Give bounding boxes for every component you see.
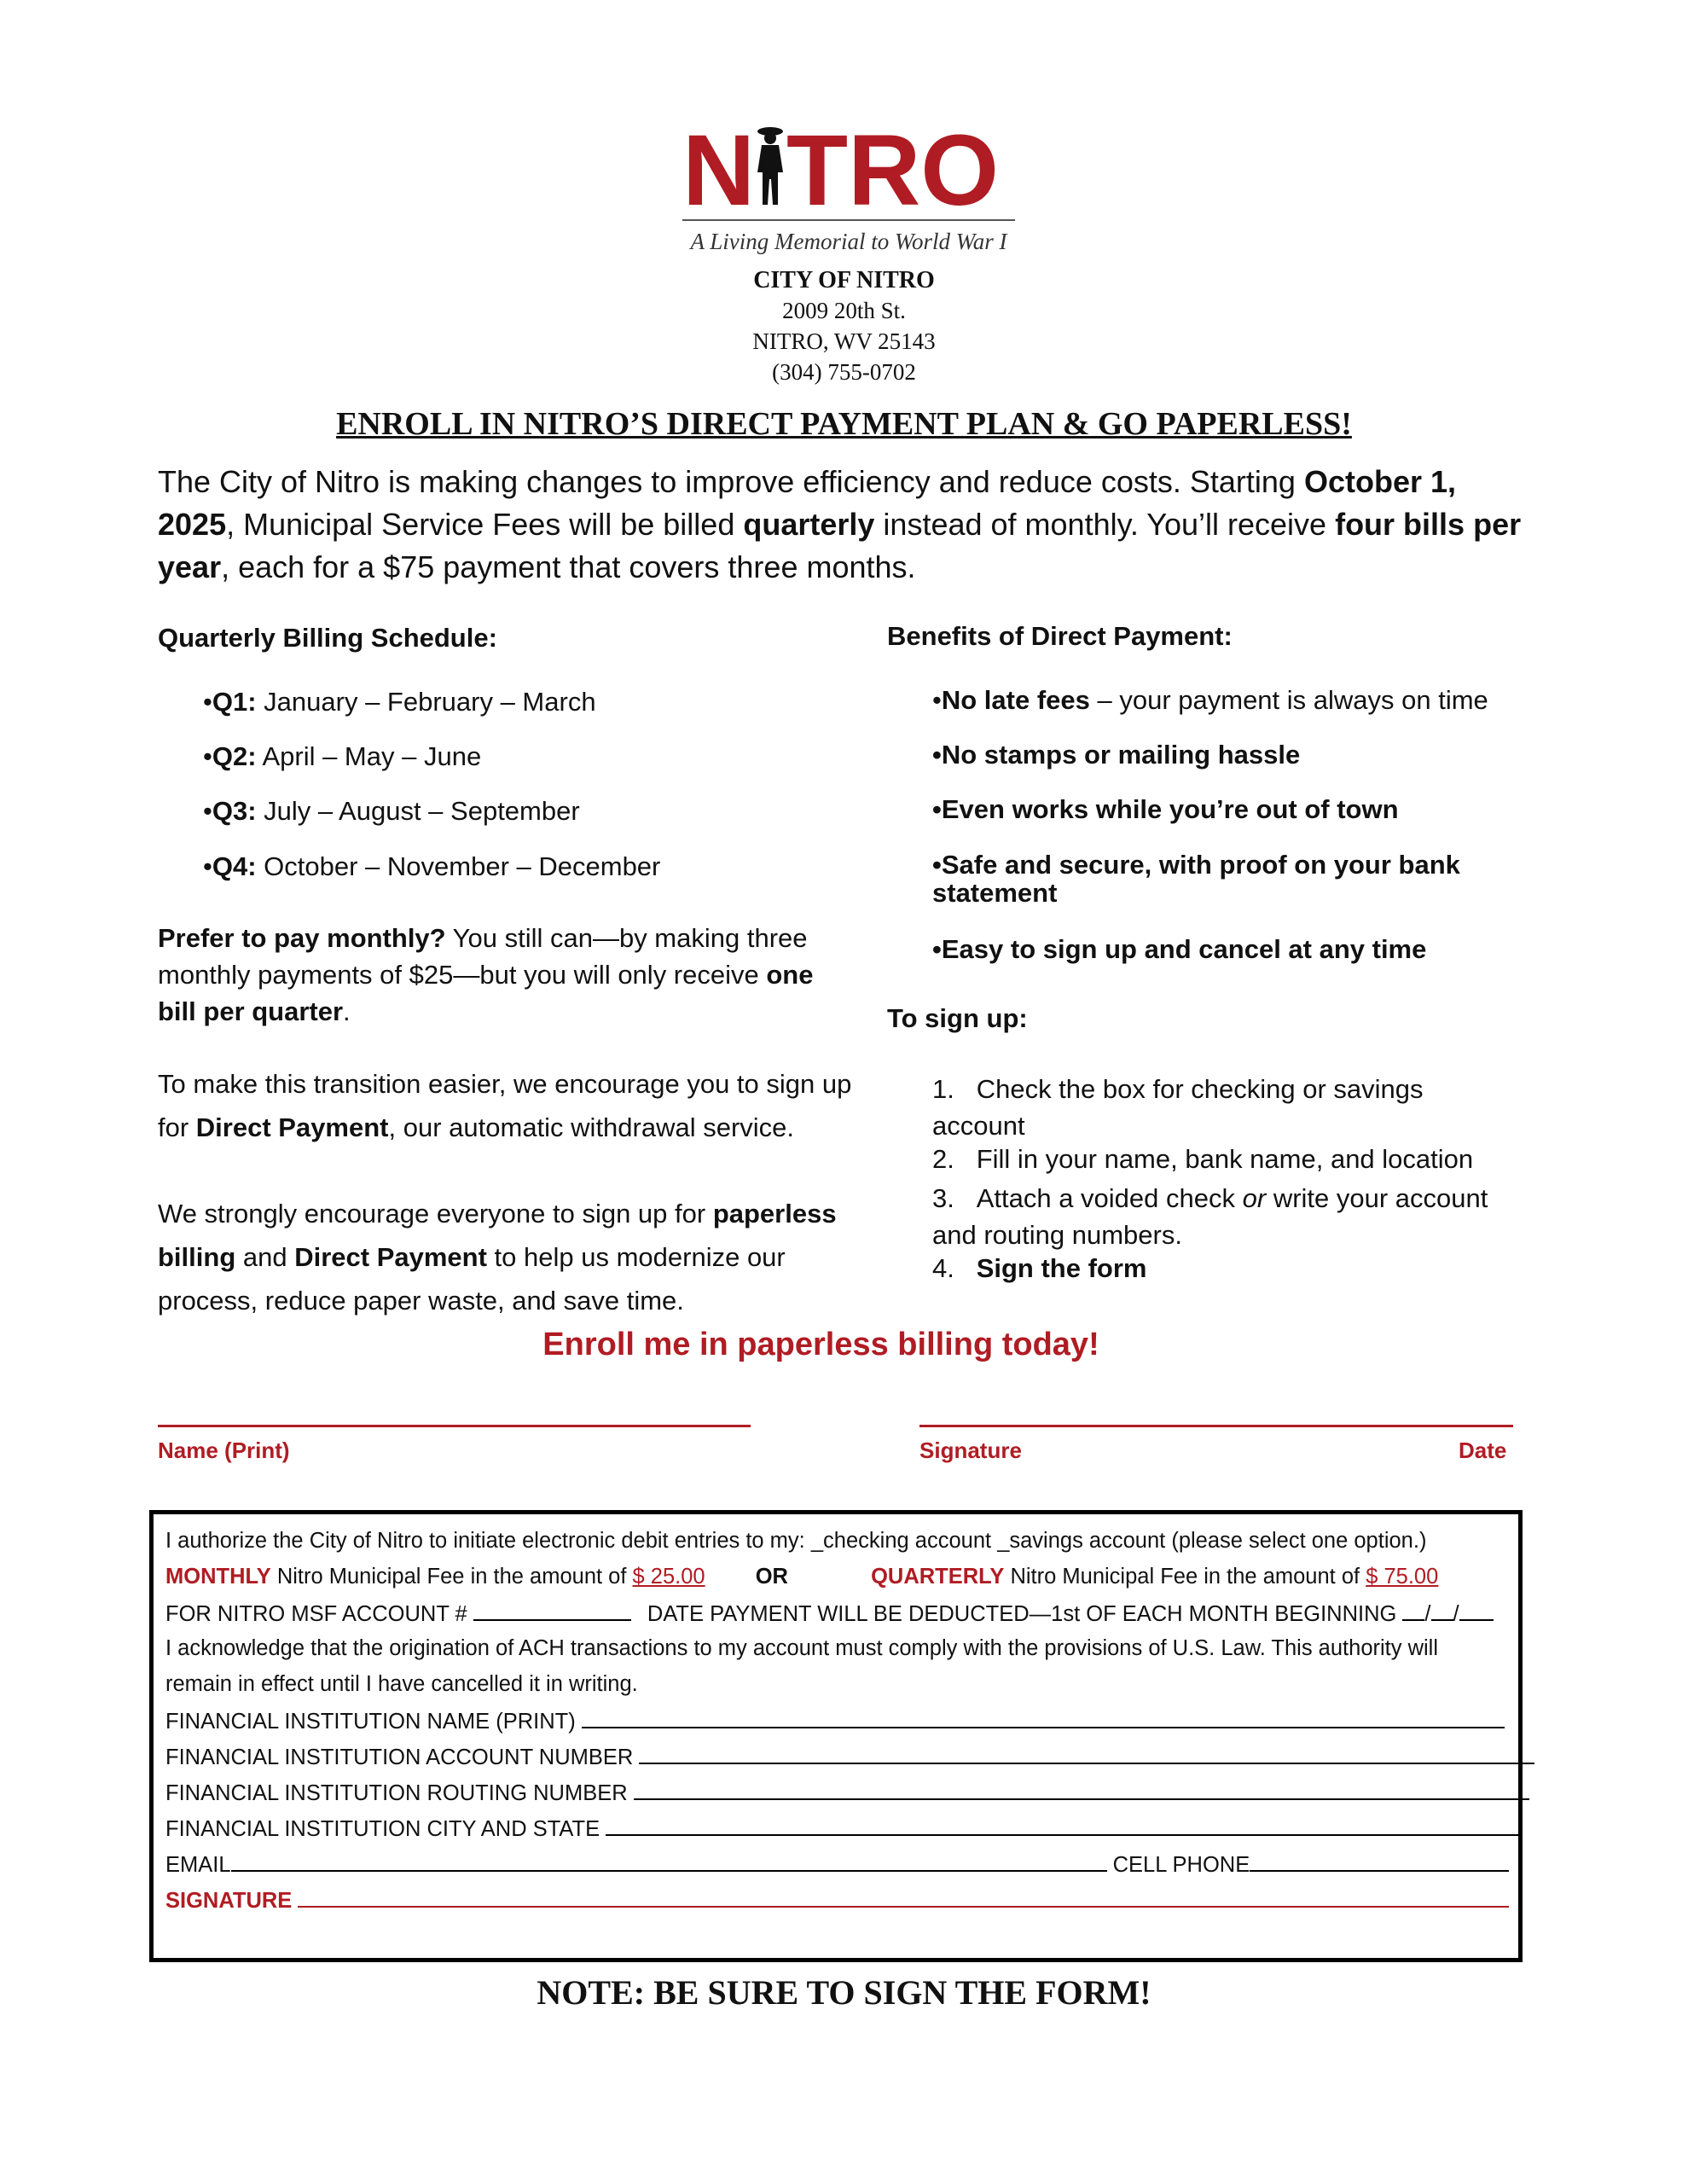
schedule-item: • Q2: April – May – June xyxy=(203,741,481,772)
schedule-heading: Quarterly Billing Schedule: xyxy=(158,623,497,653)
savings-option[interactable]: _savings account xyxy=(997,1529,1166,1553)
signup-step: 4. Sign the form xyxy=(932,1253,1147,1283)
account-type-row: I authorize the City of Nitro to initiate electronic debit entries to my: _checking account _savings account (please select one option.) xyxy=(165,1529,1427,1553)
deduct-month-field[interactable] xyxy=(1402,1600,1424,1621)
signup-step: 2. Fill in your name, bank name, and location xyxy=(932,1144,1474,1174)
institution-name-row: FINANCIAL INSTITUTION NAME (PRINT) xyxy=(165,1708,1505,1734)
date-label: Date xyxy=(1459,1438,1507,1463)
signup-step: 1. Check the box for checking or savings account xyxy=(932,1074,1424,1141)
benefits-heading: Benefits of Direct Payment: xyxy=(887,621,1233,651)
benefit-item: • Safe and secure, with proof on your bank statement xyxy=(932,851,1487,907)
logo-rule xyxy=(682,219,1015,221)
logo-letters-tro: TRO xyxy=(786,119,1000,213)
name-print-line[interactable] xyxy=(158,1425,751,1427)
authorization-form xyxy=(149,1510,1523,1962)
schedule-item: • Q1: January – February – March xyxy=(203,687,596,717)
enroll-cta: Enroll me in paperless billing today! xyxy=(542,1327,1099,1362)
quarterly-amount[interactable]: $ 75.00 xyxy=(1366,1565,1439,1589)
msf-account-field[interactable] xyxy=(473,1600,631,1621)
encourage-paragraph: We strongly encourage everyone to sign up for paperless billing and Direct Payment to help us modernize our process, reduce paper waste, and save time. xyxy=(158,1199,837,1316)
monthly-amount[interactable]: $ 25.00 xyxy=(632,1565,705,1589)
cell-phone-field[interactable] xyxy=(1250,1851,1509,1872)
name-print-label: Name (Print) xyxy=(158,1438,290,1463)
address-phone: (304) 755-0702 xyxy=(772,359,916,385)
signature-label: Signature xyxy=(919,1438,1022,1463)
schedule-item: • Q4: October – November – December xyxy=(203,851,660,882)
fee-row: MONTHLY Nitro Municipal Fee in the amount of $ 25.00 OR QUARTERLY Nitro Municipal Fee in the amount of $ 75.00 xyxy=(165,1565,1439,1589)
benefit-item: • No stamps or mailing hassle xyxy=(932,740,1529,770)
sign-form-note: NOTE: BE SURE TO SIGN THE FORM! xyxy=(537,1973,1151,2012)
deduct-day-field[interactable] xyxy=(1431,1600,1453,1621)
address-street: 2009 20th St. xyxy=(782,298,906,323)
signature-field[interactable] xyxy=(298,1887,1509,1908)
checking-option[interactable]: _checking account xyxy=(810,1529,992,1553)
contact-row: EMAIL CELL PHONE xyxy=(165,1851,1509,1878)
benefit-item: • No late fees – your payment is always on time xyxy=(932,685,1529,716)
transition-paragraph: To make this transition easier, we encourage you to sign up for Direct Payment, our automatic withdrawal service. xyxy=(158,1069,852,1142)
signup-step: 3. Attach a voided check or write your account and routing numbers. xyxy=(932,1183,1488,1250)
intro-paragraph: The City of Nitro is making changes to improve efficiency and reduce costs. Starting October 1, 2025, Municipal Service Fees will be billed quarterly instead of monthly. You’ll receive four bills per year, each for a $75 payment that covers three months. xyxy=(158,464,1522,584)
schedule-item: • Q3: July – August – September xyxy=(203,796,580,827)
institution-account-field[interactable] xyxy=(639,1744,1534,1764)
page-title: ENROLL IN NITRO’S DIRECT PAYMENT PLAN & GO PAPERLESS! xyxy=(336,406,1352,442)
signature-date-line[interactable] xyxy=(919,1425,1513,1427)
signup-heading: To sign up: xyxy=(887,1003,1028,1033)
org-name: CITY OF NITRO xyxy=(753,267,935,293)
ack-line: I acknowledge that the origination of ACH transactions to my account must comply with the provisions of U.S. Law. This authority will xyxy=(165,1636,1438,1660)
institution-routing-field[interactable] xyxy=(634,1780,1529,1800)
nitro-logo xyxy=(682,119,1015,256)
ack-line: remain in effect until I have cancelled it in writing. xyxy=(165,1672,638,1696)
logo-tagline: A Living Memorial to World War I xyxy=(690,229,1007,254)
benefit-item: • Easy to sign up and cancel at any time xyxy=(932,934,1529,965)
monthly-paragraph: Prefer to pay monthly? You still can—by making three monthly payments of $25—but you will only receive one bill per quarter. xyxy=(158,923,814,1026)
institution-routing-row: FINANCIAL INSTITUTION ROUTING NUMBER xyxy=(165,1780,1529,1806)
account-date-row: FOR NITRO MSF ACCOUNT # DATE PAYMENT WILL BE DEDUCTED—1st OF EACH MONTH BEGINNING / / xyxy=(165,1600,1494,1627)
institution-city-field[interactable] xyxy=(606,1815,1520,1836)
signature-row: SIGNATURE xyxy=(165,1887,1509,1914)
institution-account-row: FINANCIAL INSTITUTION ACCOUNT NUMBER xyxy=(165,1744,1534,1770)
benefit-item: • Even works while you’re out of town xyxy=(932,794,1529,825)
address-city: NITRO, WV 25143 xyxy=(752,328,936,354)
institution-city-row: FINANCIAL INSTITUTION CITY AND STATE xyxy=(165,1815,1520,1842)
deduct-year-field[interactable] xyxy=(1459,1600,1494,1621)
soldier-silhouette-icon xyxy=(682,119,1015,213)
institution-name-field[interactable] xyxy=(582,1708,1505,1728)
email-field[interactable] xyxy=(231,1851,1107,1872)
logo-letter-n: N xyxy=(682,119,756,213)
